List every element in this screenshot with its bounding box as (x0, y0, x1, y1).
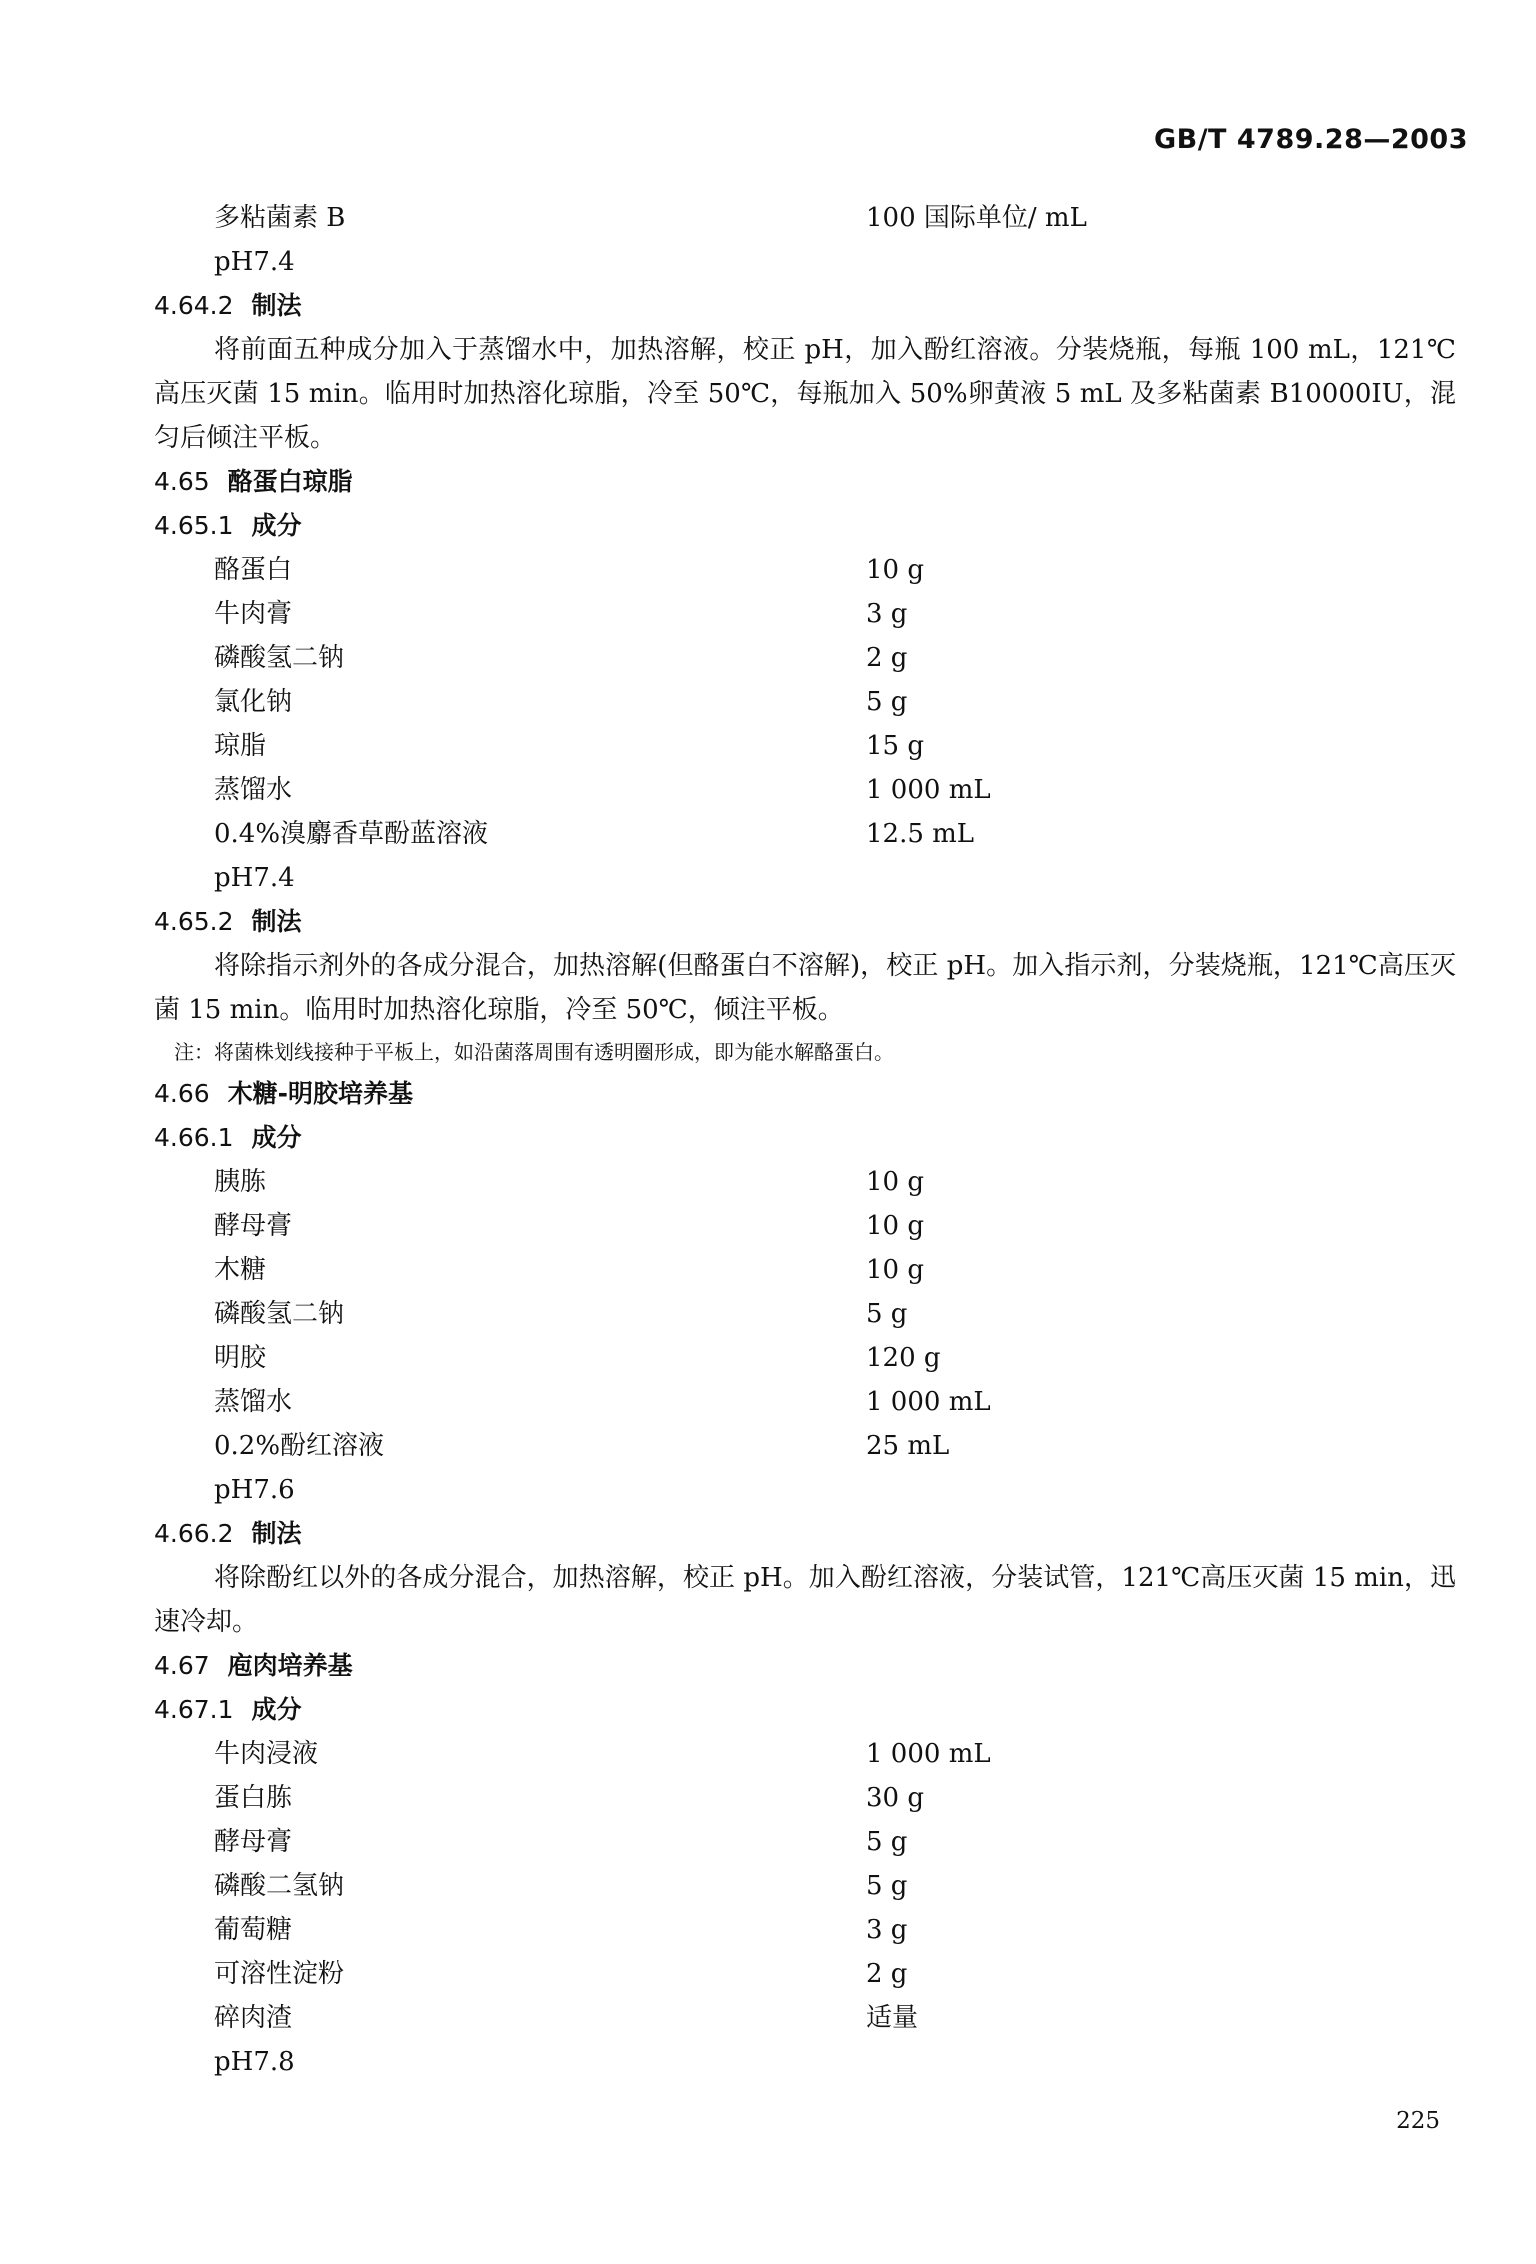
ingredient-row (0, 1820, 1536, 1864)
heading-number: 4.67.1 (154, 1695, 234, 1724)
heading-number: 4.66.1 (154, 1123, 234, 1152)
heading-title: 制法 (251, 907, 302, 936)
ingredient-name: 氯化钠 (214, 687, 293, 717)
ingredient-name: 琼脂 (214, 731, 267, 761)
ingredient-name: 酵母膏 (214, 1211, 293, 1241)
ingredient-row (0, 1424, 1536, 1468)
method-paragraph: 将除指示剂外的各成分混合，加热溶解(但酪蛋白不溶解)，校正 pH。加入指示剂，分装烧瓶，121℃高压灭菌 15 min。临用时加热溶化琼脂，冷至 50℃，倾注平板。 (154, 951, 1456, 1025)
ingredient-row (0, 1160, 1536, 1204)
ingredient-amount: 3 g (866, 1915, 908, 1945)
ingredient-amount: 10 g (866, 1211, 924, 1241)
ingredient-amount: 2 g (866, 1959, 908, 1989)
method-paragraph: 将除酚红以外的各成分混合，加热溶解，校正 pH。加入酚红溶液，分装试管，121℃高压灭菌 15 min，迅速冷却。 (154, 1563, 1456, 1637)
ingredient-row (0, 1996, 1536, 2040)
ingredient-row (0, 1732, 1536, 1776)
ph-value: pH7.4 (214, 863, 295, 893)
ingredient-amount: 1 000 mL (866, 1387, 991, 1417)
heading-number: 4.64.2 (154, 291, 234, 320)
ingredient-name: 0.2%酚红溶液 (214, 1431, 385, 1461)
ingredient-name: 磷酸氢二钠 (214, 1299, 345, 1329)
ingredient-row (0, 1204, 1536, 1248)
standard-code: GB/T 4789.28—2003 (1153, 124, 1468, 155)
ingredient-row (0, 1248, 1536, 1292)
page-content (0, 196, 1536, 2084)
subsection-heading-4-65-2 (0, 900, 1536, 944)
ingredient-amount: 12.5 mL (866, 819, 975, 849)
ingredient-amount: 5 g (866, 1299, 908, 1329)
heading-title: 成分 (251, 1695, 302, 1724)
ingredient-amount: 5 g (866, 1827, 908, 1857)
ingredient-amount: 25 mL (866, 1431, 950, 1461)
heading-number: 4.66.2 (154, 1519, 234, 1548)
ingredient-name: 葡萄糖 (214, 1915, 293, 1945)
ingredient-row (0, 1908, 1536, 1952)
heading-title: 成分 (251, 511, 302, 540)
ingredient-amount: 100 国际单位/ mL (866, 203, 1087, 233)
ingredient-amount: 3 g (866, 599, 908, 629)
ingredient-name: 可溶性淀粉 (214, 1959, 345, 1989)
subsection-heading-4-64-2 (0, 284, 1536, 328)
heading-number: 4.65.1 (154, 511, 234, 540)
heading-number: 4.65.2 (154, 907, 234, 936)
note-text: 注：将菌株划线接种于平板上，如沿菌落周围有透明圈形成，即为能水解酪蛋白。 (174, 1040, 894, 1064)
heading-number: 4.66 (154, 1079, 210, 1108)
ingredient-name: 明胶 (214, 1343, 267, 1373)
ingredient-row (0, 1952, 1536, 1996)
ingredient-name: 木糖 (214, 1255, 267, 1285)
ingredient-row (0, 1864, 1536, 1908)
ingredient-name: 酵母膏 (214, 1827, 293, 1857)
ingredient-name: 磷酸二氢钠 (214, 1871, 345, 1901)
heading-number: 4.65 (154, 467, 210, 496)
ingredient-row (0, 592, 1536, 636)
subsection-heading-4-66-1 (0, 1116, 1536, 1160)
ingredient-name: 蒸馏水 (214, 775, 293, 805)
ingredient-amount: 10 g (866, 555, 924, 585)
ingredient-name: 牛肉膏 (214, 599, 293, 629)
page-number: 225 (1396, 2108, 1440, 2134)
ingredient-row (0, 196, 1536, 240)
ingredient-amount: 适量 (866, 2003, 919, 2033)
subsection-heading-4-65-1 (0, 504, 1536, 548)
ingredient-amount: 1 000 mL (866, 1739, 991, 1769)
ingredient-amount: 120 g (866, 1343, 941, 1373)
ph-row (0, 2040, 1536, 2084)
ingredient-name: 磷酸氢二钠 (214, 643, 345, 673)
heading-title: 庖肉培养基 (227, 1651, 353, 1680)
heading-title: 木糖-明胶培养基 (227, 1079, 414, 1108)
ingredient-amount: 10 g (866, 1255, 924, 1285)
section-heading-4-67 (0, 1644, 1536, 1688)
ph-value: pH7.6 (214, 1475, 295, 1505)
heading-title: 酪蛋白琼脂 (227, 467, 353, 496)
ingredient-name: 碎肉渣 (214, 2003, 293, 2033)
heading-number: 4.67 (154, 1651, 210, 1680)
ph-value: pH7.8 (214, 2047, 295, 2077)
ingredient-name: 蛋白胨 (214, 1783, 293, 1813)
ingredient-name: 蒸馏水 (214, 1387, 293, 1417)
ingredient-row (0, 812, 1536, 856)
ingredient-name: 胰胨 (214, 1167, 267, 1197)
section-heading-4-66 (0, 1072, 1536, 1116)
heading-title: 制法 (251, 291, 302, 320)
section-heading-4-65 (0, 460, 1536, 504)
ingredient-amount: 2 g (866, 643, 908, 673)
ingredient-name: 多粘菌素 B (214, 203, 346, 233)
method-paragraph: 将前面五种成分加入于蒸馏水中，加热溶解，校正 pH，加入酚红溶液。分装烧瓶，每瓶 100 mL，121℃高压灭菌 15 min。临用时加热溶化琼脂，冷至 50℃，每瓶加入 50%卵黄液 5 mL 及多粘菌素 B10000IU，混匀后倾注平板。 (154, 335, 1456, 453)
ingredient-name: 酪蛋白 (214, 555, 293, 585)
ingredient-amount: 1 000 mL (866, 775, 991, 805)
ingredient-row (0, 1380, 1536, 1424)
ingredient-row (0, 1292, 1536, 1336)
ph-value: pH7.4 (214, 247, 295, 277)
ingredient-amount: 5 g (866, 687, 908, 717)
ingredient-amount: 15 g (866, 731, 924, 761)
ingredient-name: 0.4%溴麝香草酚蓝溶液 (214, 819, 489, 849)
ingredient-row (0, 768, 1536, 812)
ph-row (0, 856, 1536, 900)
ingredient-amount: 5 g (866, 1871, 908, 1901)
ingredient-row (0, 724, 1536, 768)
ingredient-row (0, 1336, 1536, 1380)
heading-title: 成分 (251, 1123, 302, 1152)
ingredient-row (0, 636, 1536, 680)
heading-title: 制法 (251, 1519, 302, 1548)
ingredient-amount: 10 g (866, 1167, 924, 1197)
ph-row (0, 1468, 1536, 1512)
ingredient-name: 牛肉浸液 (214, 1739, 319, 1769)
ingredient-amount: 30 g (866, 1783, 924, 1813)
ingredient-row (0, 680, 1536, 724)
subsection-heading-4-66-2 (0, 1512, 1536, 1556)
ingredient-row (0, 548, 1536, 592)
subsection-heading-4-67-1 (0, 1688, 1536, 1732)
ph-row (0, 240, 1536, 284)
ingredient-row (0, 1776, 1536, 1820)
